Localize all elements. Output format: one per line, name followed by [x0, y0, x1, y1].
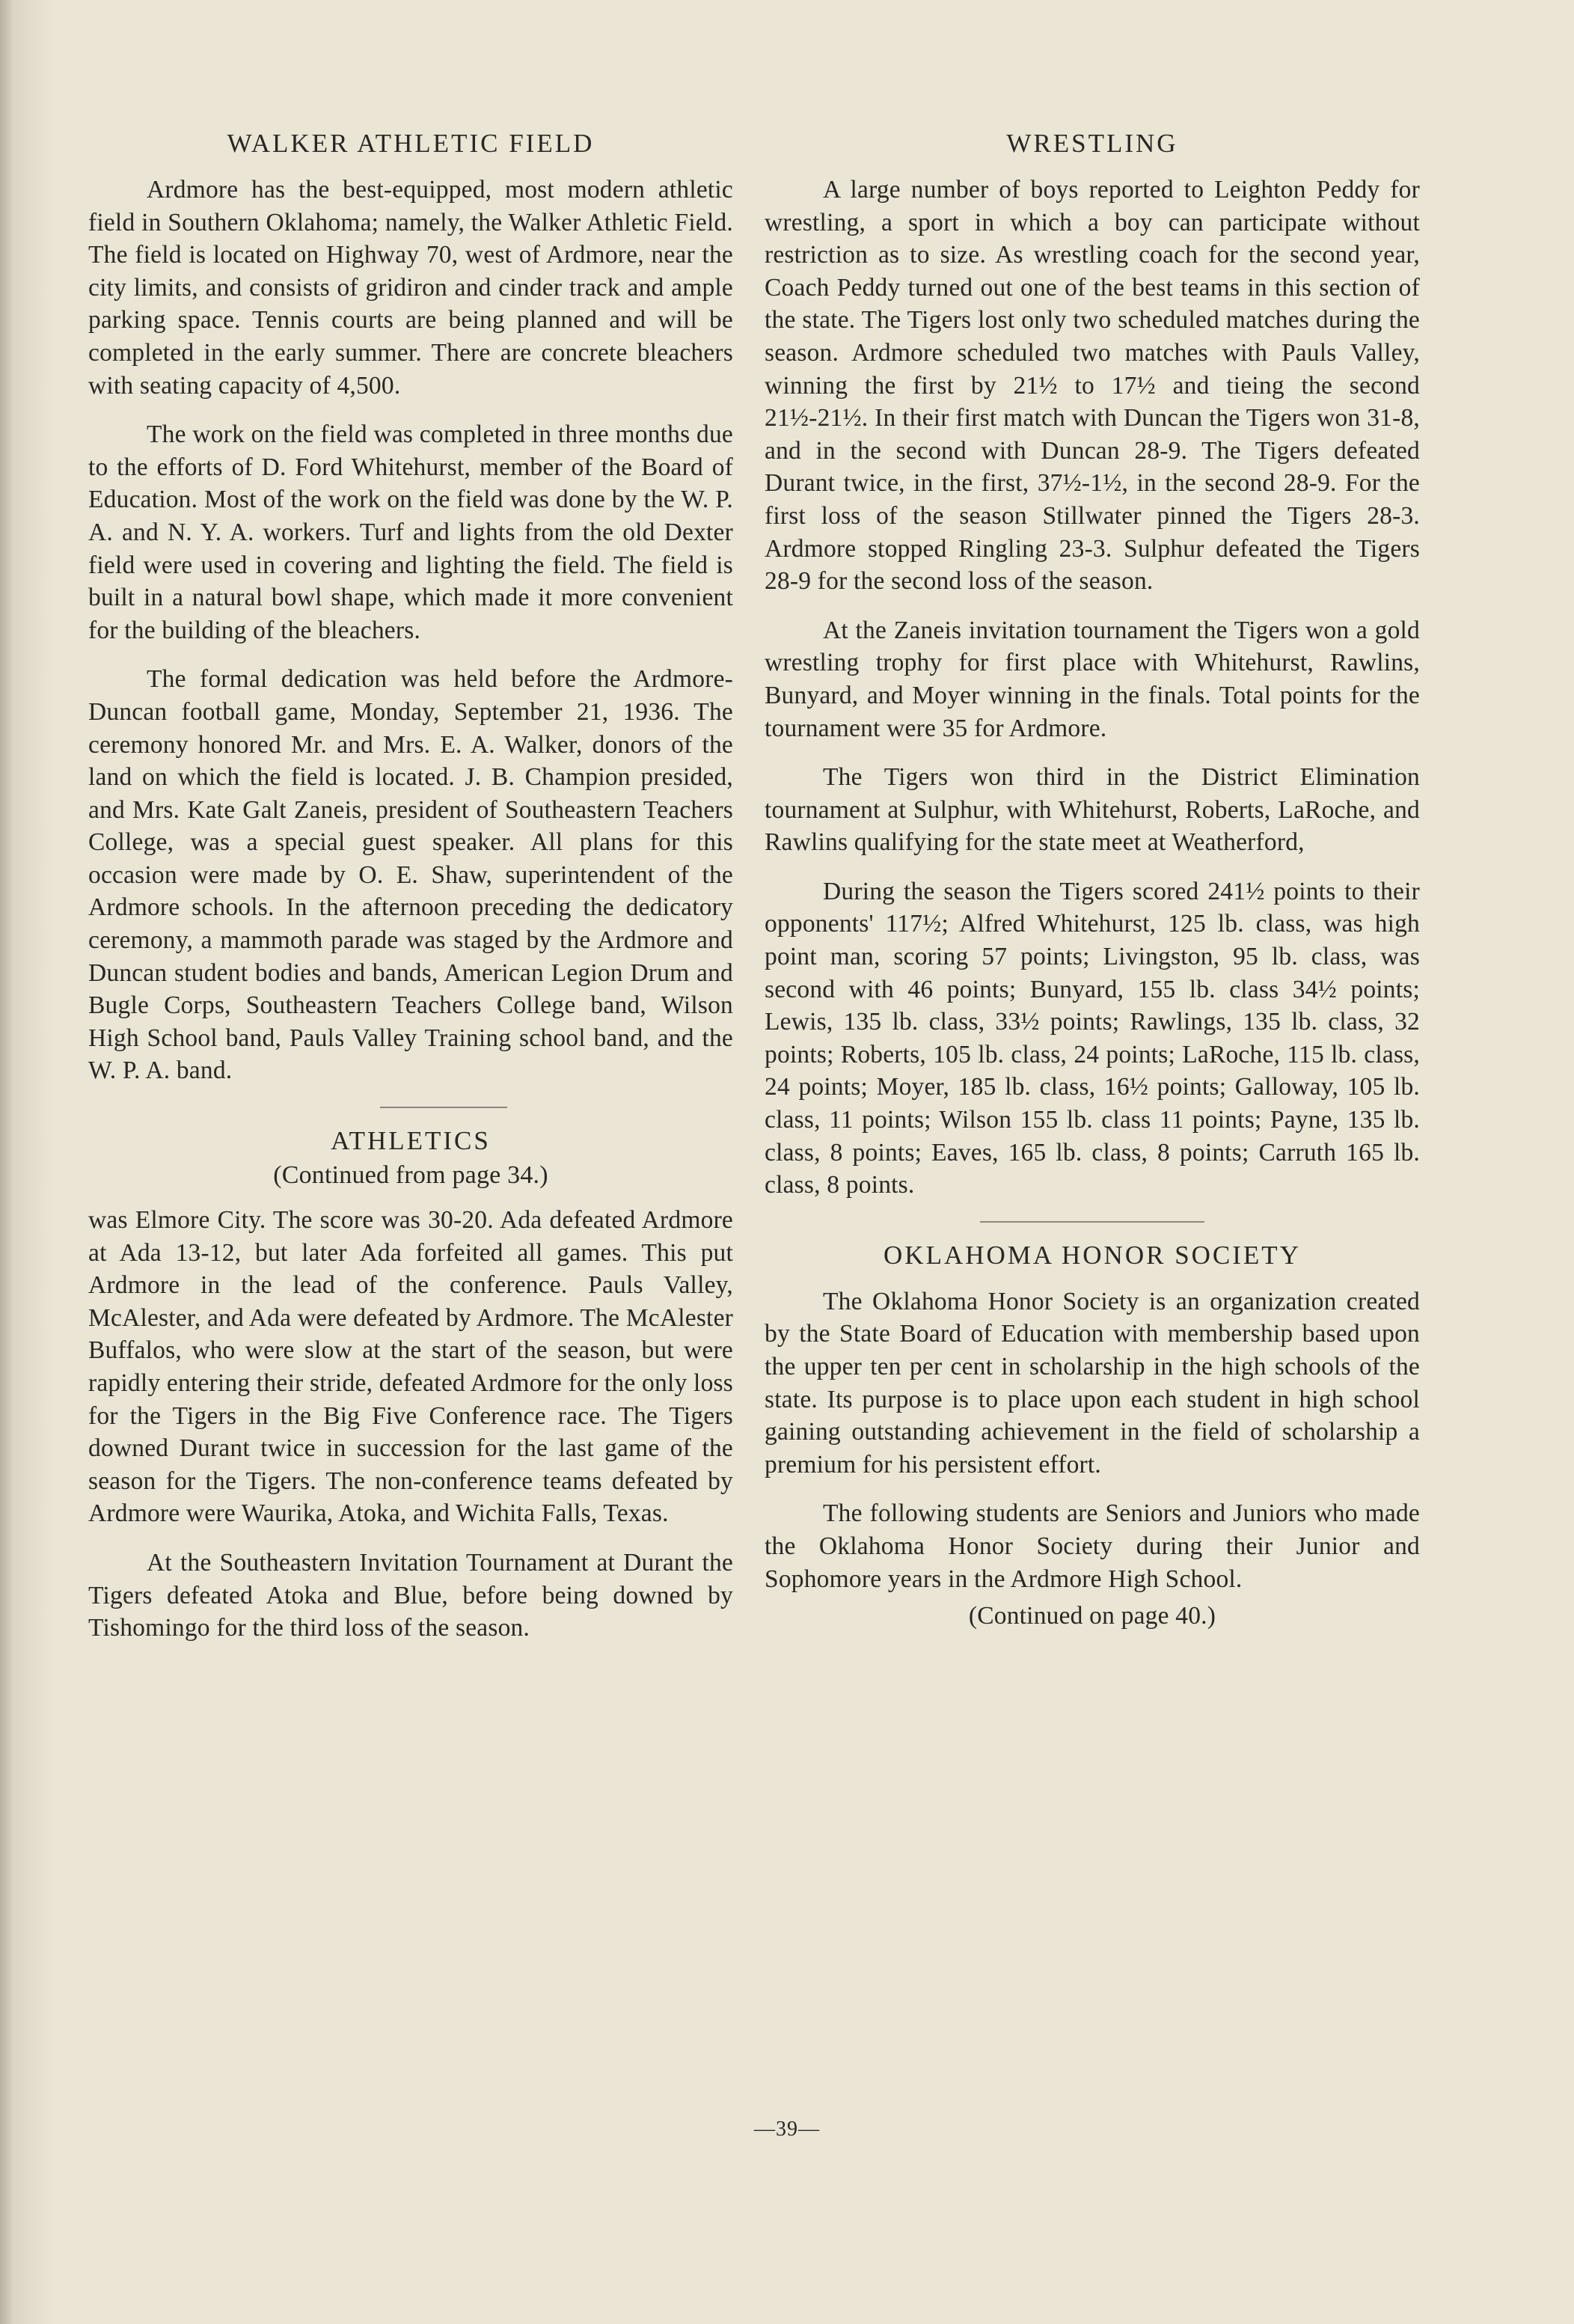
athletics-paragraph-2: At the Southeastern Invitation Tournament at Durant the Tigers defeated Atoka and Blue, before being downed by Tishomingo for the third loss of the season.: [88, 1548, 733, 1642]
wrestling-paragraph-1: A large number of boys reported to Leighton Peddy for wrestling, a sport in which a boy can participate without restriction as to size. As wrestling coach for the second year, Coach Peddy turned out one of the best teams in this section of the state. The Tigers lost only two scheduled matches during the season. Ardmore scheduled two matches with Pauls Valley, winning the first by 21½ to 17½ and tieing the second 21½-21½. In their first match with Duncan the Tigers won 31-8, and in the second with Duncan 28-9. The Tigers defeated Durant twice, in the first, 37½-1½, in the second 28-9. For the first loss of the season Stillwater pinned the Tigers 28-3. Ardmore stopped Ringling 23-3. Sulphur defeated the Tigers 28-9 for the second loss of the season.: [765, 176, 1420, 596]
honor-continued-note: (Continued on page 40.): [968, 1602, 1216, 1630]
left-column: [88, 127, 733, 1661]
wrestling-paragraph-3: The Tigers won third in the District Elimination tournament at Sulphur, with Whitehurst, Roberts, LaRoche, and Rawlins qualifying for the state meet at Weatherford,: [765, 763, 1420, 857]
walker-paragraph-2: The work on the field was completed in three months due to the efforts of D. Ford Whitehurst, member of the Board of Education. Most of the work on the field was done by the W. P. A. and N. Y. A. workers. Turf and lights from the old Dexter field were used in covering and lighting the field. The field is built in a natural bowl shape, which made it more convenient for the building of the bleachers.: [88, 421, 733, 644]
section-divider: [980, 1221, 1204, 1223]
walker-athletic-field-heading: WALKER ATHLETIC FIELD: [227, 129, 595, 158]
walker-paragraph-3: The formal dedication was held before the Ardmore-Duncan football game, Monday, September 21, 1936. The ceremony honored Mr. and Mrs. E. A. Walker, donors of the land on which the field is located. J. B. Champion presided, and Mrs. Kate Galt Zaneis, president of Southeastern Teachers College, was a special guest speaker. All plans for this occasion were made by O. E. Shaw, superintendent of the Ardmore schools. In the afternoon preceding the dedicatory ceremony, a mammoth parade was staged by the Ardmore and Duncan student bodies and bands, American Legion Drum and Bugle Corps, Southeastern Teachers College band, Wilson High School band, Pauls Valley Training school band, and the W. P. A. band.: [88, 665, 733, 1085]
honor-society-heading: OKLAHOMA HONOR SOCIETY: [884, 1240, 1301, 1270]
athletics-continued-note: (Continued from page 34.): [273, 1161, 548, 1190]
honor-paragraph-1: The Oklahoma Honor Society is an organization created by the State Board of Education with membership based upon the upper ten per cent in scholarship in the high schools of the state. Its purpose is to place upon each student in high school gaining outstanding achievement in the field of scholarship a premium for his persistent effort.: [765, 1287, 1420, 1479]
wrestling-paragraph-4: During the season the Tigers scored 241½ points to their opponents' 117½; Alfred Whitehurst, 125 lb. class, was high point man, scoring 57 points; Livingston, 95 lb. class, was second with 46 points; Bunyard, 155 lb. class 34½ points; Lewis, 135 lb. class, 33½ points; Rawlings, 135 lb. class, 32 points; Roberts, 105 lb. class, 24 points; LaRoche, 115 lb. class, 24 points; Moyer, 185 lb. class, 16½ points; Galloway, 105 lb. class, 11 points; Wilson 155 lb. class 11 points; Payne, 135 lb. class, 8 points; Eaves, 165 lb. class, 8 points; Carruth 165 lb. class, 8 points.: [765, 877, 1420, 1199]
walker-paragraph-1: Ardmore has the best-equipped, most modern athletic field in Southern Oklahoma; namely, the Walker Athletic Field. The field is located on Highway 70, west of Ardmore, near the city limits, and consists of gridiron and cinder track and ample parking space. Tennis courts are being planned and will be completed in the early summer. There are concrete bleachers with seating capacity of 4,500.: [88, 176, 733, 400]
right-column: [765, 127, 1420, 1633]
wrestling-heading: WRESTLING: [1006, 129, 1178, 158]
honor-paragraph-2: The following students are Seniors and Juniors who made the Oklahoma Honor Society during their Junior and Sophomore years in the Ardmore High School.: [765, 1499, 1420, 1593]
section-divider: [380, 1107, 507, 1108]
wrestling-paragraph-2: At the Zaneis invitation tournament the Tigers won a gold wrestling trophy for first place with Whitehurst, Rawlins, Bunyard, and Moyer winning in the finals. Total points for the tournament were 35 for Ardmore.: [765, 616, 1420, 742]
athletics-paragraph-1: was Elmore City. The score was 30-20. Ada defeated Ardmore at Ada 13-12, but later Ada forfeited all games. This put Ardmore in the lead of the conference. Pauls Valley, McAlester, and Ada were defeated by Ardmore. The McAlester Buffalos, who were slow at the start of the season, but were rapidly entering their stride, defeated Ardmore for the only loss for the Tigers in the Big Five Conference race. The Tigers downed Durant twice in succession for the last game of the season for the Tigers. The non-conference teams defeated by Ardmore were Waurika, Atoka, and Wichita Falls, Texas.: [88, 1206, 733, 1528]
athletics-heading: ATHLETICS: [331, 1126, 491, 1156]
page-number: —39—: [754, 2117, 820, 2141]
